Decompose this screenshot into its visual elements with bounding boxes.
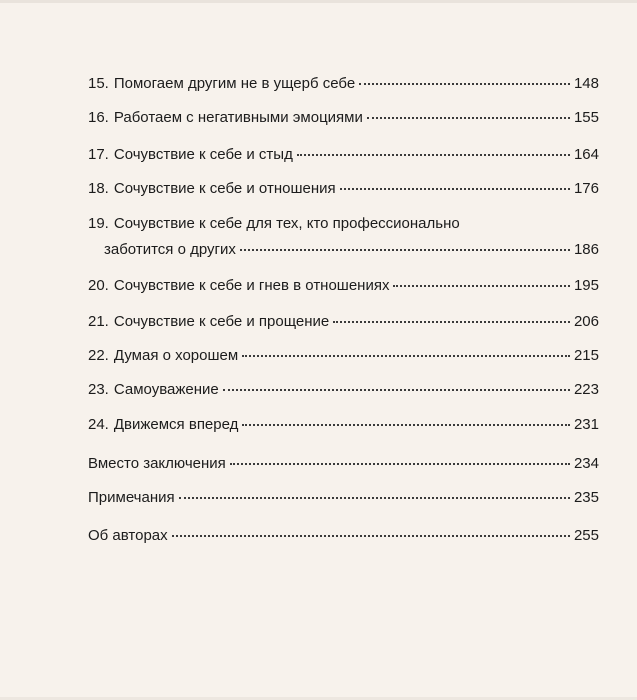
toc-entry (88, 74, 599, 94)
toc-entry (88, 312, 599, 332)
toc-entry-number: 17. (88, 146, 109, 163)
dot-leader (333, 320, 570, 323)
toc-line (88, 145, 599, 165)
toc-entry-page: 206 (573, 313, 599, 330)
toc-entry-number: 23. (88, 381, 109, 398)
toc-entry-number: 20. (88, 277, 109, 294)
toc-entry-title: Сочувствие к себе для тех, кто профессионально (113, 215, 460, 232)
toc-entry-number: 19. (88, 215, 109, 232)
toc-entry-title: Работаем с негативными эмоциями (113, 109, 363, 126)
toc-line (88, 214, 599, 234)
toc-entry (88, 214, 599, 260)
toc-line (88, 346, 599, 366)
toc-line (88, 179, 599, 199)
toc-line (88, 74, 599, 94)
dot-leader (230, 462, 570, 465)
toc-entry-number: 21. (88, 313, 109, 330)
toc-entry-number: 16. (88, 109, 109, 126)
toc-entry-title: Сочувствие к себе и гнев в отношениях (113, 277, 390, 294)
toc-entry-title-continued: заботится о других (104, 241, 236, 258)
toc-entry-number: 24. (88, 416, 109, 433)
toc-entry-title: Движемся вперед (113, 416, 239, 433)
toc-line (88, 276, 599, 296)
toc-line (88, 240, 599, 260)
dot-leader (172, 534, 570, 537)
toc-entry-title: Об авторах (88, 527, 168, 544)
toc-entry (88, 380, 599, 400)
dot-leader (242, 423, 570, 426)
toc-entry-title: Вместо заключения (88, 455, 226, 472)
toc-line (88, 415, 599, 435)
toc-entry (88, 179, 599, 199)
toc-entry (88, 526, 599, 546)
dot-leader (179, 496, 570, 499)
toc-entry-title: Помогаем другим не в ущерб себе (113, 75, 356, 92)
toc-line (88, 312, 599, 332)
toc-line (88, 108, 599, 128)
toc-entry-page: 215 (573, 347, 599, 364)
toc-entry (88, 454, 599, 474)
toc-line (88, 380, 599, 400)
dot-leader (359, 82, 570, 85)
toc-line (88, 454, 599, 474)
dot-leader (240, 248, 570, 251)
toc-entry-title: Думая о хорошем (113, 347, 239, 364)
toc-entry-page: 234 (573, 455, 599, 472)
dot-leader (393, 284, 569, 287)
toc-entry-page: 255 (573, 527, 599, 544)
toc-entry-page: 155 (573, 109, 599, 126)
toc-entry-page: 223 (573, 381, 599, 398)
toc-entry (88, 346, 599, 366)
toc-entry-page: 195 (573, 277, 599, 294)
toc-entry-number: 15. (88, 75, 109, 92)
toc-entry-page: 164 (573, 146, 599, 163)
toc-entry-number: 18. (88, 180, 109, 197)
toc-entry-page: 148 (573, 75, 599, 92)
toc-entry-title: Сочувствие к себе и отношения (113, 180, 336, 197)
toc-entry-page: 186 (573, 241, 599, 258)
toc-entry (88, 145, 599, 165)
dot-leader (297, 153, 570, 156)
dot-leader (340, 187, 570, 190)
toc-entry (88, 415, 599, 435)
toc-entry-page: 176 (573, 180, 599, 197)
toc-entry-title: Сочувствие к себе и прощение (113, 313, 330, 330)
toc-entry-title: Сочувствие к себе и стыд (113, 146, 293, 163)
toc-line (88, 526, 599, 546)
toc-entry-title: Самоуважение (113, 381, 219, 398)
dot-leader (367, 116, 570, 119)
toc-entry-page: 231 (573, 416, 599, 433)
toc-entry-page: 235 (573, 489, 599, 506)
dot-leader (242, 354, 570, 357)
toc-entry-number: 22. (88, 347, 109, 364)
toc-entry (88, 488, 599, 508)
toc-entry (88, 276, 599, 296)
toc-line (88, 488, 599, 508)
toc-entry (88, 108, 599, 128)
toc-entry-title: Примечания (88, 489, 175, 506)
dot-leader (223, 388, 570, 391)
